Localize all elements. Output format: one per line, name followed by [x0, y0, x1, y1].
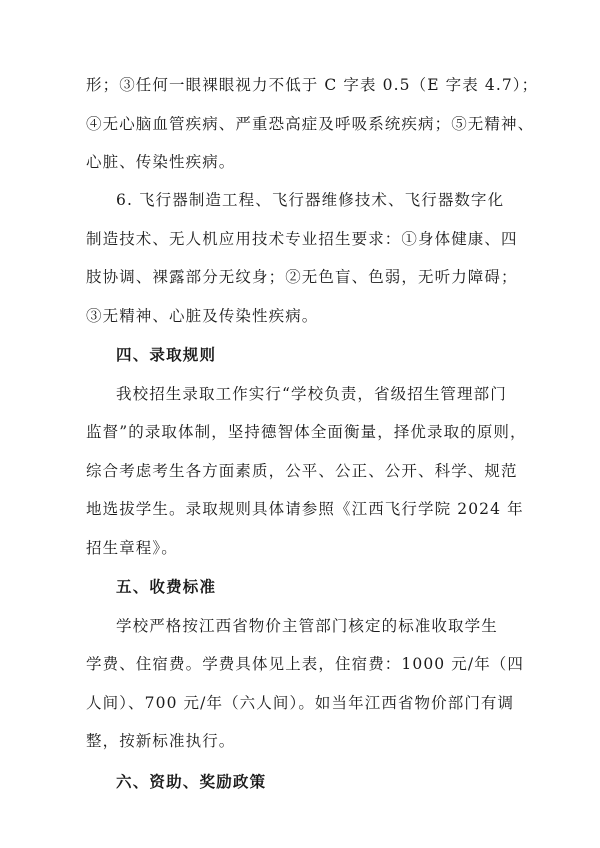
paragraph-line: 心脏、传染性疾病。	[86, 153, 236, 171]
paragraph-line: 学校严格按江西省物价主管部门核定的标准收取学生	[116, 617, 498, 635]
paragraph-line: ④无心脑血管疾病、严重恐高症及呼吸系统疾病；⑤无精神、	[86, 115, 535, 133]
paragraph-line: ③无精神、心脏及传染性疾病。	[86, 307, 319, 325]
section-heading: 六、资助、奖励政策	[116, 773, 267, 791]
paragraph-line: 监督”的录取体制，坚持德智体全面衡量，择优录取的原则，	[86, 423, 527, 441]
paragraph-line: 学费、住宿费。学费具体见上表，住宿费：1000 元/年（四	[86, 655, 524, 673]
section-heading: 四、录取规则	[116, 346, 217, 364]
paragraph-line: 整，按新标准执行。	[86, 732, 236, 750]
paragraph-line: 6. 飞行器制造工程、飞行器维修技术、飞行器数字化	[116, 191, 505, 209]
section-heading: 五、收费标准	[116, 578, 217, 596]
paragraph-line: 形；③任何一眼裸眼视力不低于 C 字表 0.5（E 字表 4.7）；	[86, 76, 539, 94]
paragraph-line: 综合考虑考生各方面素质，公平、公正、公开、科学、规范	[86, 462, 518, 480]
paragraph-line: 招生章程》。	[86, 539, 178, 557]
paragraph-line: 人间）、700 元/年（六人间）。如当年江西省物价部门有调	[86, 694, 515, 712]
paragraph-line: 地选拔学生。录取规则具体请参照《江西飞行学院 2024 年	[86, 500, 524, 518]
paragraph-line: 我校招生录取工作实行“学校负责，省级招生管理部门	[116, 385, 507, 403]
paragraph-line: 制造技术、无人机应用技术专业招生要求：①身体健康、四	[86, 230, 518, 248]
paragraph-line: 肢协调、裸露部分无纹身；②无色盲、色弱，无听力障碍；	[86, 268, 518, 286]
